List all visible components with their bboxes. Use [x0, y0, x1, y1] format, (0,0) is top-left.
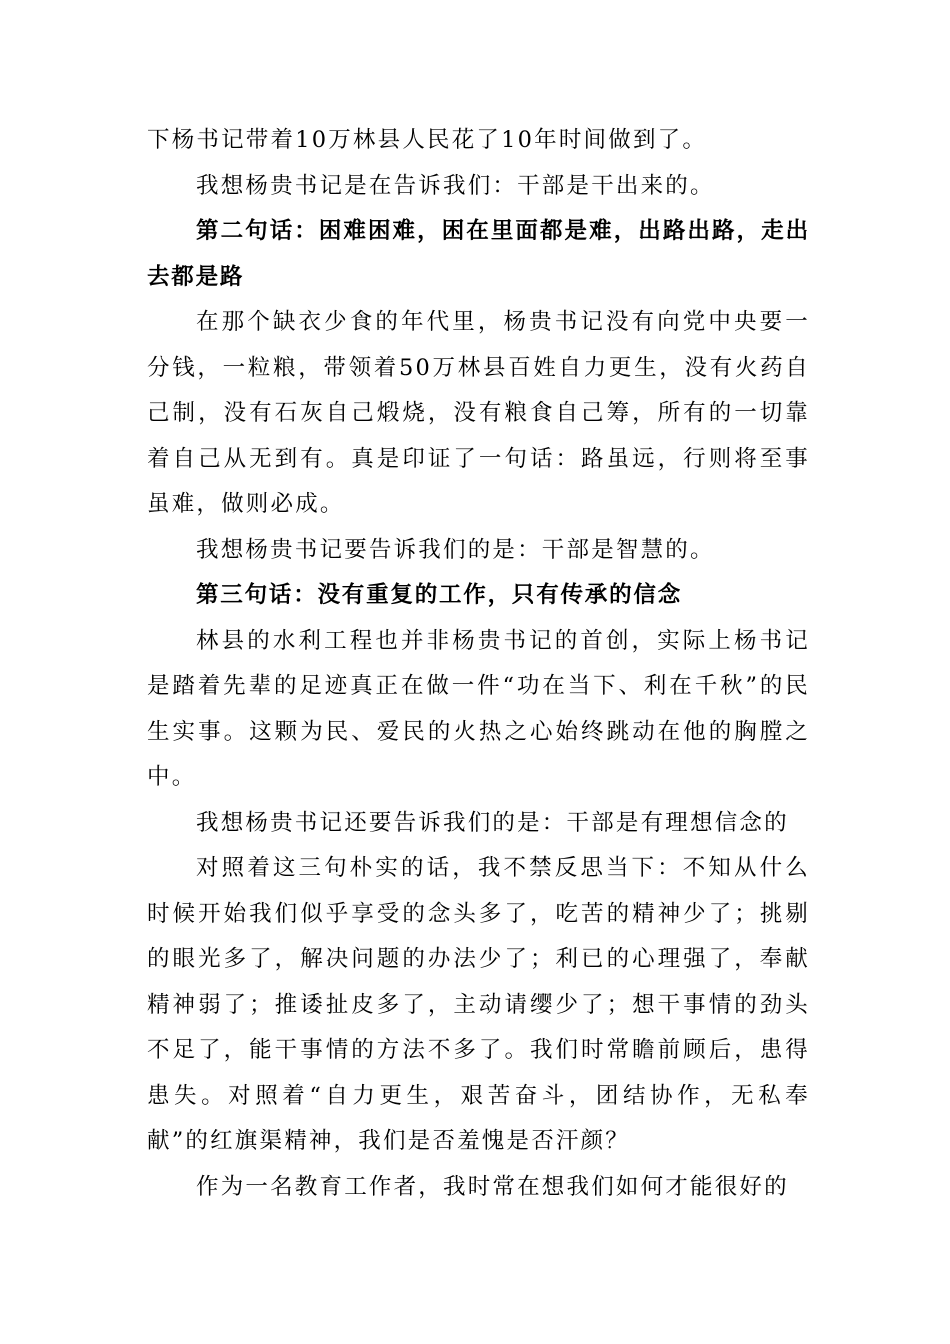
paragraph-conclusion-1: 我想杨贵书记是在告诉我们：干部是干出来的。	[196, 172, 715, 199]
paragraph-reflection: 对照着这三句朴实的话，我不禁反思当下：不知从什么时候开始我们似乎享受的念头多了，吃苦的精神少了；挑剔的眼光多了，解决问题的办法少了；利已的心理强了，奉献精神弱了；推诿扯皮多了，主动请缨少了；想干事情的劲头不足了，能干事情的方法不多了。我们时常瞻前顾后，患得患失。对照着“自力更生，艰苦奋斗，团结协作，无私奉献”的红旗渠精神，我们是否羞愧是否汗颜？	[147, 855, 810, 1154]
paragraph-continuation: 下杨书记带着10万林县人民花了10年时间做到了。	[147, 127, 708, 153]
paragraph-conclusion-3: 我想杨贵书记还要告诉我们的是：干部是有理想信念的	[196, 809, 789, 836]
paragraph-self-reliance: 在那个缺衣少食的年代里，杨贵书记没有向党中央要一分钱，一粒粮，带领着50万林县百姓自力更生，没有火药自己制，没有石灰自己煅烧，没有粮食自己筹，所有的一切靠着自己从无到有。真是印证了一句话：路虽远，行则将至事虽难，做则必成。	[147, 309, 810, 517]
paragraph-educator: 作为一名教育工作者，我时常在想我们如何才能很好的	[196, 1173, 789, 1200]
section-heading-3: 第三句话：没有重复的工作，只有传承的信念	[196, 582, 683, 608]
document-body	[147, 118, 810, 1210]
section-heading-2: 第二句话：困难困难，困在里面都是难，出路出路，走出去都是路	[147, 218, 810, 290]
paragraph-inheritance: 林县的水利工程也并非杨贵书记的首创，实际上杨书记是踏着先辈的足迹真正在做一件“功在当下、利在千秋”的民生实事。这颗为民、爱民的火热之心始终跳动在他的胸膛之中。	[147, 627, 810, 790]
paragraph-conclusion-2: 我想杨贵书记要告诉我们的是：干部是智慧的。	[196, 536, 715, 563]
